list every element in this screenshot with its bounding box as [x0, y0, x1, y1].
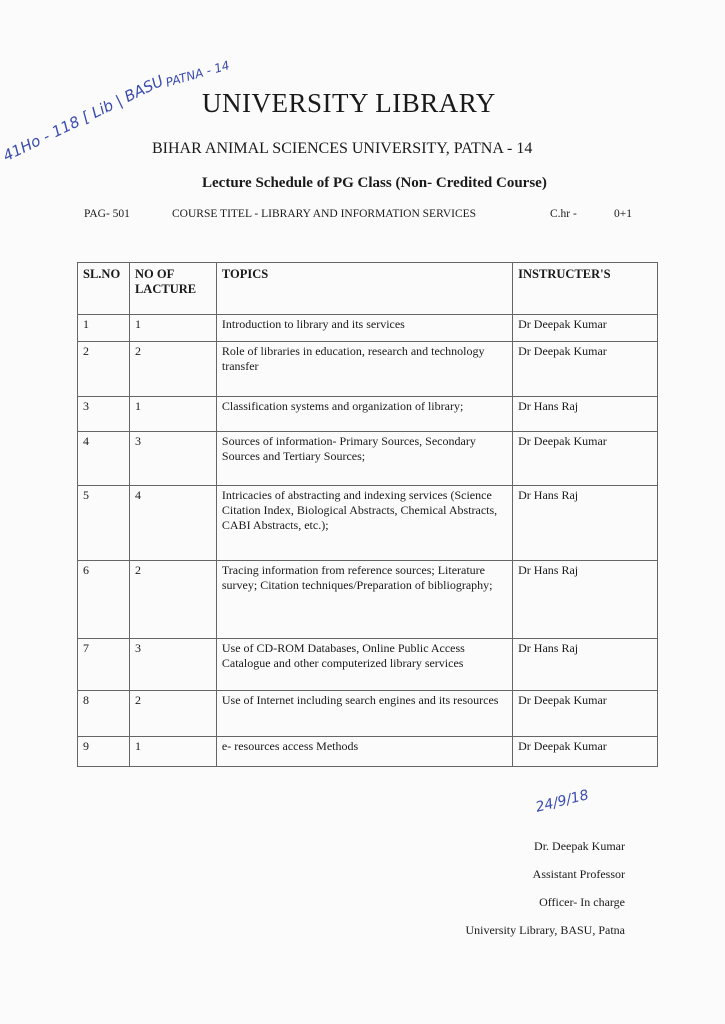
cell-topic: Introduction to library and its services	[216, 315, 512, 342]
cell-topic: e- resources access Methods	[216, 737, 512, 767]
table-header-row	[78, 263, 658, 315]
cell-sl-no: 5	[78, 486, 130, 561]
cell-instructor: Dr Hans Raj	[513, 486, 658, 561]
signatory-designation: Assistant Professor	[532, 867, 625, 881]
table-row	[78, 691, 658, 737]
schedule-heading: Lecture Schedule of PG Class (Non- Credited Course)	[202, 175, 547, 191]
cell-instructor: Dr Hans Raj	[513, 639, 658, 691]
cell-topic: Sources of information- Primary Sources, Secondary Sources and Tertiary Sources;	[216, 432, 512, 486]
credit-hours-value: 0+1	[614, 208, 632, 220]
cell-topic: Tracing information from reference sources; Literature survey; Citation techniques/Preparation of bibliography;	[216, 561, 512, 639]
cell-instructor: Dr Deepak Kumar	[513, 342, 658, 397]
cell-sl-no: 9	[78, 737, 130, 767]
header-sl-no: SL.NO	[78, 263, 130, 315]
cell-sl-no: 6	[78, 561, 130, 639]
table-row	[78, 432, 658, 486]
cell-sl-no: 3	[78, 397, 130, 432]
header-no-of-lecture: NO OF LACTURE	[129, 263, 216, 315]
handwritten-signature: 24/9/18	[534, 787, 591, 816]
table-row	[78, 486, 658, 561]
cell-topic: Use of Internet including search engines and its resources	[216, 691, 512, 737]
cell-topic: Use of CD-ROM Databases, Online Public Access Catalogue and other computerized library services	[216, 639, 512, 691]
cell-lectures: 3	[129, 639, 216, 691]
table-row	[78, 315, 658, 342]
lecture-schedule-table	[77, 262, 658, 767]
table-row	[78, 342, 658, 397]
handwritten-reference-note-upper: PATNA - 14	[164, 58, 232, 90]
credit-hours-label: C.hr -	[550, 208, 577, 220]
table-row	[78, 561, 658, 639]
cell-lectures: 4	[129, 486, 216, 561]
signatory-name: Dr. Deepak Kumar	[534, 839, 625, 853]
cell-sl-no: 1	[78, 315, 130, 342]
cell-lectures: 3	[129, 432, 216, 486]
cell-sl-no: 4	[78, 432, 130, 486]
cell-sl-no: 7	[78, 639, 130, 691]
signatory-role: Officer- In charge	[539, 895, 625, 909]
table-row	[78, 397, 658, 432]
course-code: PAG- 501	[84, 208, 130, 220]
cell-lectures: 1	[129, 315, 216, 342]
table-row	[78, 639, 658, 691]
header-topics: TOPICS	[216, 263, 512, 315]
cell-sl-no: 8	[78, 691, 130, 737]
cell-topic: Intricacies of abstracting and indexing services (Science Citation Index, Biological Abstracts, Chemical Abstracts, CABI Abstracts, etc.);	[216, 486, 512, 561]
university-name: BIHAR ANIMAL SCIENCES UNIVERSITY, PATNA - 14	[152, 140, 533, 157]
signatory-block	[465, 832, 625, 944]
cell-lectures: 2	[129, 561, 216, 639]
table-row	[78, 737, 658, 767]
cell-lectures: 2	[129, 691, 216, 737]
cell-topic: Role of libraries in education, research and technology transfer	[216, 342, 512, 397]
header-instructor: INSTRUCTER'S	[513, 263, 658, 315]
handwritten-reference-note: 41Ho - 118 [ Lib | BASU	[0, 71, 167, 166]
course-title: COURSE TITEL - LIBRARY AND INFORMATION SERVICES	[172, 208, 477, 220]
cell-instructor: Dr Deepak Kumar	[513, 315, 658, 342]
cell-lectures: 1	[129, 397, 216, 432]
cell-instructor: Dr Deepak Kumar	[513, 691, 658, 737]
cell-instructor: Dr Deepak Kumar	[513, 432, 658, 486]
cell-lectures: 2	[129, 342, 216, 397]
cell-sl-no: 2	[78, 342, 130, 397]
cell-topic: Classification systems and organization of library;	[216, 397, 512, 432]
signatory-organization: University Library, BASU, Patna	[465, 923, 625, 937]
cell-instructor: Dr Hans Raj	[513, 561, 658, 639]
cell-lectures: 1	[129, 737, 216, 767]
cell-instructor: Dr Deepak Kumar	[513, 737, 658, 767]
page-title: UNIVERSITY LIBRARY	[202, 88, 496, 118]
cell-instructor: Dr Hans Raj	[513, 397, 658, 432]
